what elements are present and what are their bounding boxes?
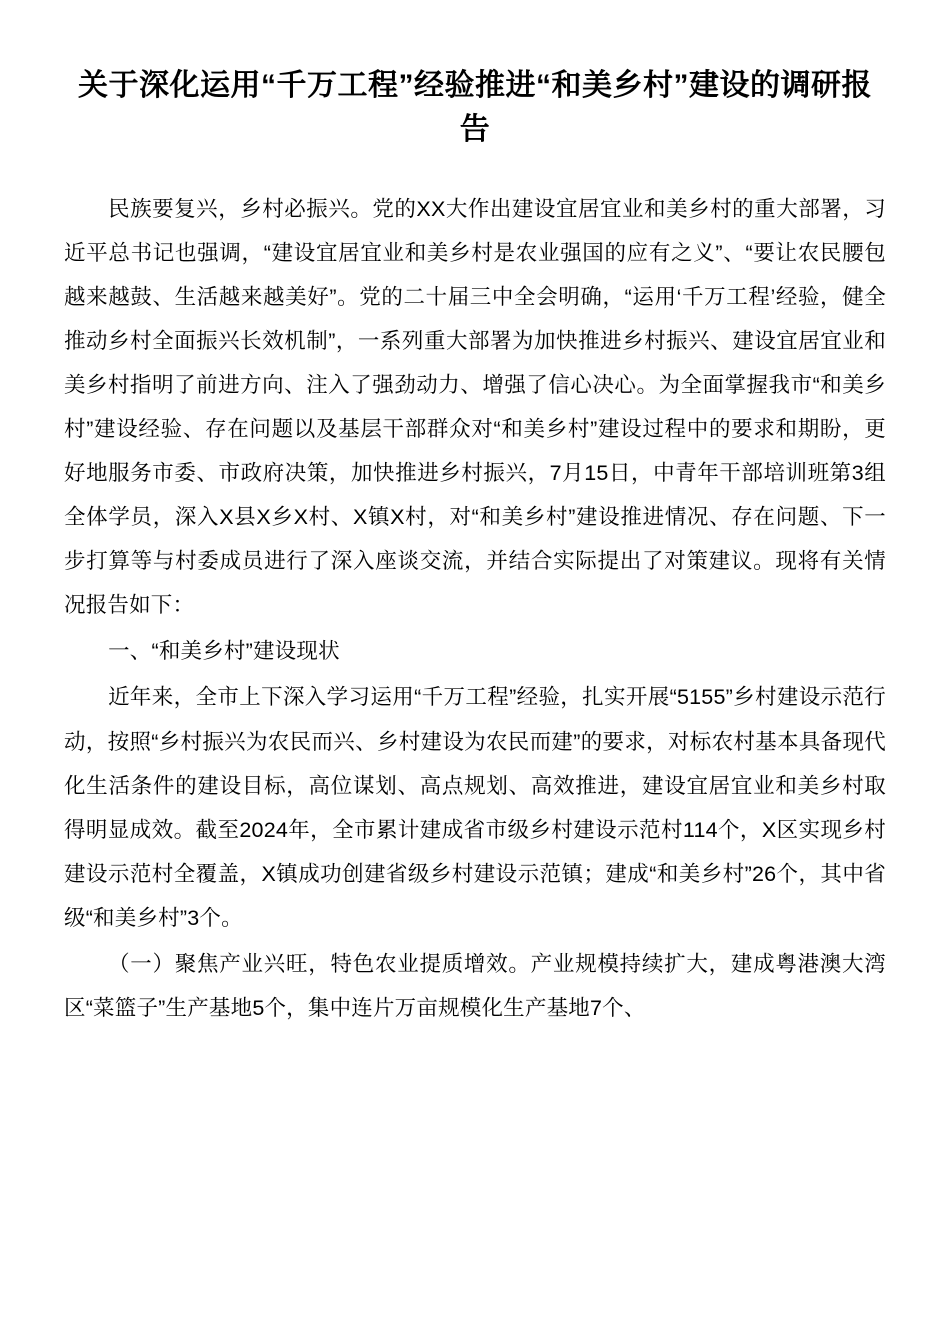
paragraph-current-status: 近年来，全市上下深入学习运用“千万工程”经验，扎实开展“5155”乡村建设示范行动，按照“乡村振兴为农民而兴、乡村建设为农民而建”的要求，对标农村基本具备现代化生活条件的建设目标，高位谋划、高点规划、高效推进，建设宜居宜业和美乡村取得明显成效。截至2024年，全市累计建成省市级乡村建设示范村114个，X区实现乡村建设示范村全覆盖，X镇成功创建省级乡村建设示范镇；建成“和美乡村”26个，其中省级“和美乡村”3个。 [64, 685, 886, 930]
paragraph-subsection-one: （一）聚焦产业兴旺，特色农业提质增效。产业规模持续扩大，建成粤港澳大湾区“菜篮子”生产基地5个，集中连片万亩规模化生产基地7个、 [64, 951, 886, 1020]
paragraph-intro: 民族要复兴，乡村必振兴。党的XX大作出建设宜居宜业和美乡村的重大部署，习近平总书记也强调，“建设宜居宜业和美乡村是农业强国的应有之义”、“要让农民腰包越来越鼓、生活越来越美好”。党的二十届三中全会明确，“运用‘千万工程’经验，健全推动乡村全面振兴长效机制”，一系列重大部署为加快推进乡村振兴、建设宜居宜业和美乡村指明了前进方向、注入了强劲动力、增强了信心决心。为全面掌握我市“和美乡村”建设经验、存在问题以及基层干部群众对“和美乡村”建设过程中的要求和期盼，更好地服务市委、市政府决策，加快推进乡村振兴，7月15日，中青年干部培训班第3组全体学员，深入X县X乡X村、X镇X村，对“和美乡村”建设推进情况、存在问题、下一步打算等与村委成员进行了深入座谈交流，并结合实际提出了对策建议。现将有关情况报告如下： [64, 196, 886, 618]
document-body [64, 187, 886, 1030]
page-title: 关于深化运用“千万工程”经验推进“和美乡村”建设的调研报告 [78, 69, 872, 147]
section-heading-one: 一、“和美乡村”建设现状 [108, 639, 340, 664]
